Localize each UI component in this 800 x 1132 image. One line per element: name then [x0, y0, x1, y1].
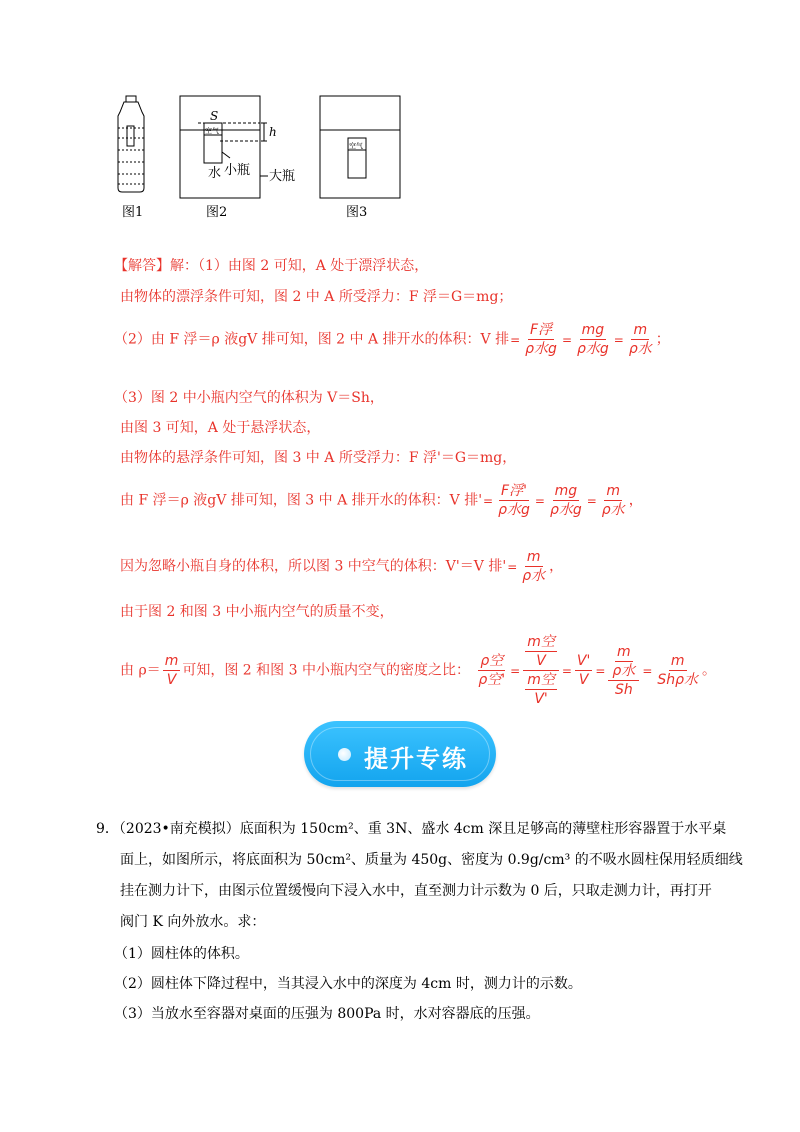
question-line-3: 挂在测力计下，由图示位置缓慢向下浸入水中，直至测力计示数为 0 后，只取走测力计，再打开: [120, 883, 712, 899]
fraction-m-rho-2: $\frac{m}{\text{ρ水}}$: [601, 483, 625, 518]
answer-line-8: 因为忽略小瓶自身的体积，所以图 3 中空气的体积：V'＝V 排'= $\frac{m}{\text{ρ水}}$ ，: [120, 549, 564, 584]
answer-line-10-mid: 可知，图 2 和图 3 中小瓶内空气的密度之比：: [182, 662, 470, 679]
question-line-4: 阀门 K 向外放水。求：: [120, 914, 266, 930]
answer-line-5: 由图 3 可知，A 处于悬浮状态，: [120, 420, 321, 436]
question-sub-2: （2）圆柱体下降过程中，当其浸入水中的深度为 4cm 时，测力计的示数。: [114, 976, 582, 992]
fraction-m-rho-3: $\frac{m}{\text{ρ水}}$: [522, 549, 546, 584]
question-line-1: [96, 818, 726, 838]
fraction-mg-2: $\frac{mg}{\text{ρ水g}}$: [549, 483, 582, 518]
fraction-m-rho: $\frac{m}{\text{ρ水}}$: [628, 322, 652, 357]
figure-2-diagram: [180, 96, 268, 198]
fraction-complex-sh: $\frac{\frac{m}{\text{ρ水}}}{Sh}$: [608, 644, 639, 698]
answer-line-10-pre: 由 ρ＝: [120, 662, 161, 679]
answer-line-3: （2）由 F 浮＝ρ 液gV 排可知，图 2 中 A 排开水的体积：V 排= $\frac{\text{F浮}}{\text{ρ水g}}$ = $\frac{mg}{\text{ρ水g}}$ = $\frac{m}{\text{ρ水}}$ ；: [114, 322, 670, 357]
fraction-mg: $\frac{mg}{\text{ρ水g}}$: [577, 322, 609, 357]
answer-line-4: （3）图 2 中小瓶内空气的体积为 V＝Sh，: [114, 390, 384, 406]
fig2-label-kongqi: 空气: [205, 127, 219, 135]
fig2-label-water: 水: [208, 166, 222, 181]
figures-illustration: [100, 88, 420, 223]
answer-line-2: 由物体的漂浮条件可知，图 2 中 A 所受浮力：F 浮＝G＝mg；: [120, 289, 513, 305]
answer-line-7: 由 F 浮＝ρ 液gV 排可知，图 3 中 A 排开水的体积：V 排'= $\frac{\text{F浮'}}{\text{ρ水g}}$ = $\frac{mg}{\text{ρ水g}}$ = $\frac{m}{\text{ρ水}}$ ，: [120, 483, 643, 518]
answer-line-9: 由于图 2 和图 3 中小瓶内空气的质量不变，: [120, 604, 394, 620]
question-sub-3: （3）当放水至容器对桌面的压强为 800Pa 时，水对容器底的压强。: [114, 1006, 540, 1022]
fraction-final-ratio: $\frac{m}{\text{Shρ水}}$: [657, 653, 699, 688]
answer-line-7-text: 由 F 浮＝ρ 液gV 排可知，图 3 中 A 排开水的体积：V 排': [120, 492, 483, 509]
practice-button[interactable]: [304, 721, 496, 787]
fraction-buoyancy: $\frac{\text{F浮}}{\text{ρ水g}}$: [525, 322, 557, 357]
fig2-caption: 图2: [206, 205, 228, 220]
fig2-label-small-bottle: 小瓶: [224, 163, 251, 178]
question-line-1-text: （2023•南充模拟）底面积为 150cm²、重 3N、盛水 4cm 深且足够高的薄壁柱形容器置于水平桌: [118, 821, 727, 837]
fraction-buoyancy-prime: $\frac{\text{F浮'}}{\text{ρ水g}}$: [498, 483, 530, 518]
answer-line-6: 由物体的悬浮条件可知，图 3 中 A 所受浮力：F 浮'＝G＝mg，: [120, 450, 517, 466]
fig1-caption: 图1: [122, 205, 144, 220]
answer-line-10: 由 ρ＝ $\frac{m}{V}$ 可知，图 2 和图 3 中小瓶内空气的密度之比： $\frac{\text{ρ空}}{\text{ρ空'}}$ = $\frac{\frac{\text{m空}}{V}}{\frac{\text{m空}}{V'}}$ = $\frac{V'}{V}$ = $\frac{\frac{m}{\text{ρ水}}}{Sh}$ = $\frac{m}{\text{Shρ水}}$ 。: [120, 634, 717, 707]
answer-line-8-text: 因为忽略小瓶自身的体积，所以图 3 中空气的体积：V'＝V 排': [120, 558, 507, 575]
fig2-label-big-bottle: 大瓶: [269, 169, 296, 184]
question-sub-1: （1）圆柱体的体积。: [114, 946, 249, 962]
answer-line-1: [114, 255, 428, 275]
answer-line-3-text: （2）由 F 浮＝ρ 液gV 排可知，图 2 中 A 排开水的体积：V 排: [114, 331, 510, 348]
fraction-volume-ratio: $\frac{V'}{V}$: [576, 653, 591, 688]
bullet-icon: [338, 748, 351, 761]
fig3-label-kongqi: 空气: [349, 142, 363, 150]
answer-line-1-text: 解：（1）由图 2 可知，A 处于漂浮状态，: [170, 258, 429, 274]
fig2-label-h: h: [269, 125, 277, 139]
practice-button-label: 提升专练: [364, 745, 468, 773]
answer-tag: 【解答】: [114, 258, 170, 274]
fig2-label-s: S: [210, 109, 219, 123]
fraction-density-def: $\frac{m}{V}$: [164, 653, 179, 688]
fig3-caption: 图3: [346, 205, 368, 220]
fraction-complex-mass-volume: $\frac{\frac{\text{m空}}{V}}{\frac{\text{m空}}{V'}}$: [523, 634, 559, 707]
question-number: 9．: [96, 821, 119, 837]
fraction-density-ratio: $\frac{\text{ρ空}}{\text{ρ空'}}$: [478, 653, 506, 688]
figure-1-bottle: [118, 96, 144, 192]
question-line-2: 面上，如图所示，将底面积为 50cm²、质量为 450g、密度为 0.9g/cm³ 的不吸水圆柱保用轻质细线: [120, 852, 743, 868]
